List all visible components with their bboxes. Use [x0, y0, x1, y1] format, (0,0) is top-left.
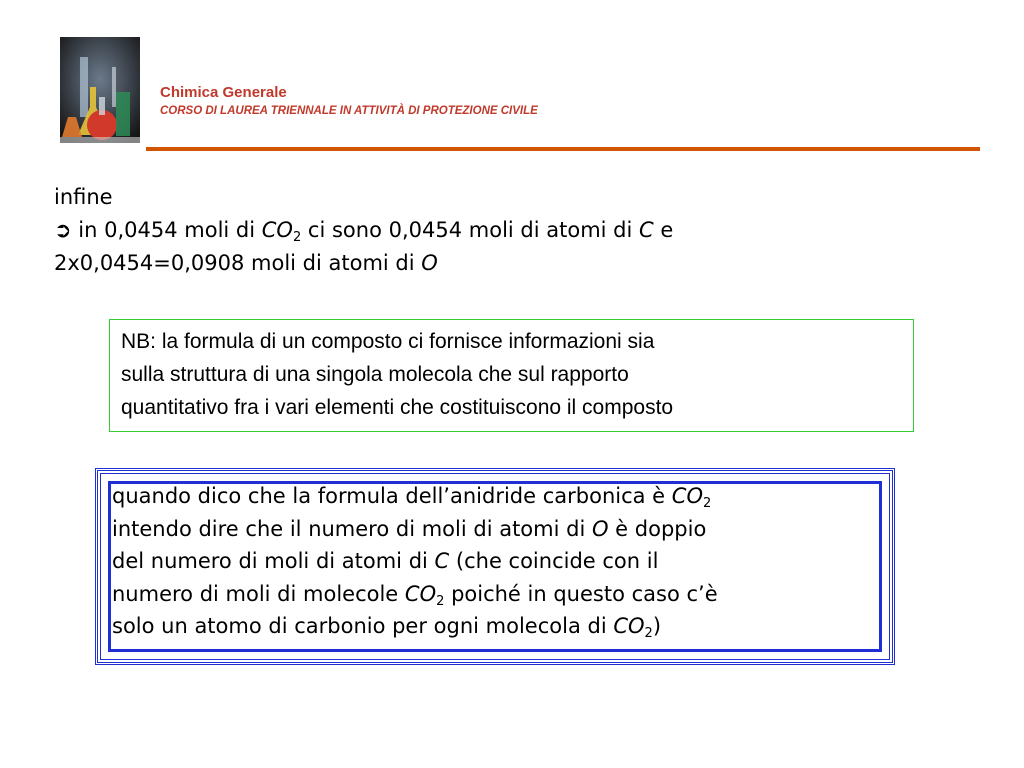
co2-explanation-text — [112, 480, 882, 643]
intro-line-3: 2x0,0454=0,0908 moli di atomi di O — [54, 251, 438, 275]
course-title: Chimica Generale — [160, 84, 287, 101]
intro-line-1: infine — [54, 185, 113, 209]
co2-line: quando dico che la formula dell’anidride carbonica è $CO_2$ — [112, 484, 712, 511]
intro-line-2: ➲ in 0,0454 moli di $CO_2$ ci sono 0,0454 moli di atomi di C e — [54, 218, 674, 245]
co2-line: intendo dire che il numero di moli di atomi di O è doppio — [112, 516, 707, 541]
co2-line: numero di moli di molecole $CO_2$ poiché in questo caso c’è — [112, 581, 718, 609]
nb-line: NB: la formula di un composto ci fornisce informazioni sia — [121, 330, 655, 353]
nb-line: sulla struttura di una singola molecola che sul rapporto — [121, 363, 629, 386]
co2-line: solo un atomo di carbonio per ogni molecola di $CO_2$) — [112, 614, 662, 641]
nb-note-box — [109, 319, 914, 432]
header-divider — [146, 147, 980, 151]
chemistry-flasks-icon — [60, 37, 140, 143]
nb-line: quantitativo fra i vari elementi che costituiscono il composto — [121, 396, 674, 419]
intro-text — [54, 181, 934, 280]
course-subtitle: CORSO DI LAUREA TRIENNALE IN ATTIVITÀ DI PROTEZIONE CIVILE — [160, 105, 538, 117]
arrow-bullet-icon: ➲ — [54, 218, 72, 242]
co2-line: del numero di moli di atomi di C (che coincide con il — [112, 549, 659, 573]
